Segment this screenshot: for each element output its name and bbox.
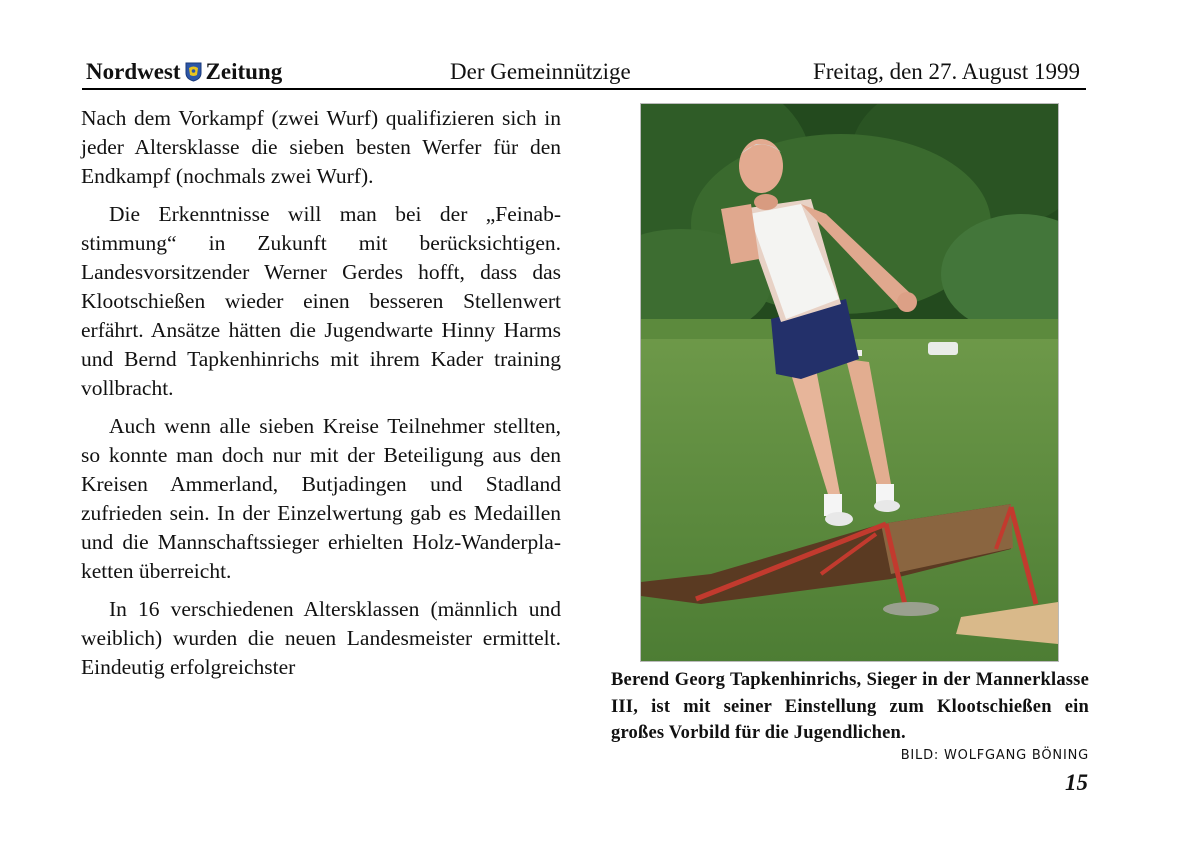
crest-icon bbox=[185, 62, 202, 82]
photo-credit: BILD: WOLFGANG BÖNING bbox=[900, 748, 1089, 763]
article-paragraph: In 16 verschiedenen Altersklassen (männlich und weiblich) wurden die neuen Landesmeister ermittelt. Eindeutig erfolgreichster bbox=[81, 597, 561, 679]
publication-title: Der Gemeinnützige bbox=[450, 59, 631, 84]
page-header bbox=[82, 58, 1086, 90]
article-photo bbox=[640, 103, 1059, 662]
article-paragraph: Auch wenn alle sieben Kreise Teilnehmer stellten, so konnte man doch nur mit der Beteiligung aus den Kreisen Ammerland, Butjadingen und Stadland zufrieden sein. In der Einzelwertung gab es Medaillen und die Mannschaftssieger erhielten Holz-Wanderplaketten überreicht. bbox=[81, 414, 561, 583]
photo-caption: Berend Georg Tapkenhinrichs, Sieger in der Mannerklasse III, ist mit seiner Einstellung zum Klootschießen ein großes Vorbild für die Jugendlichen. bbox=[611, 670, 1089, 743]
brand-zeitung: Zeitung bbox=[205, 59, 283, 84]
page-number: 15 bbox=[1065, 770, 1088, 795]
brand-nordwest: Nordwest bbox=[86, 59, 181, 84]
article-paragraph: Die Erkenntnisse will man bei der „Feinabstimmung“ in Zukunft mit berücksichtigen. Landesvorsitzender Werner Gerdes hofft, dass das Klootschießen wieder einen besseren Stellenwert erfährt. Ansätze hätten die Jugendwarte Hinny Harms und Bernd Tapkenhinrichs mit ihrem Kader training vollbracht. bbox=[81, 202, 561, 400]
newspaper-brand bbox=[86, 59, 282, 85]
article-paragraph: Nach dem Vorkampf (zwei Wurf) qualifizieren sich in jeder Altersklasse die sieben besten Werfer für den Endkampf (nochmals zwei Wurf). bbox=[81, 106, 561, 188]
article-column bbox=[81, 104, 561, 691]
issue-date: Freitag, den 27. August 1999 bbox=[812, 59, 1080, 84]
